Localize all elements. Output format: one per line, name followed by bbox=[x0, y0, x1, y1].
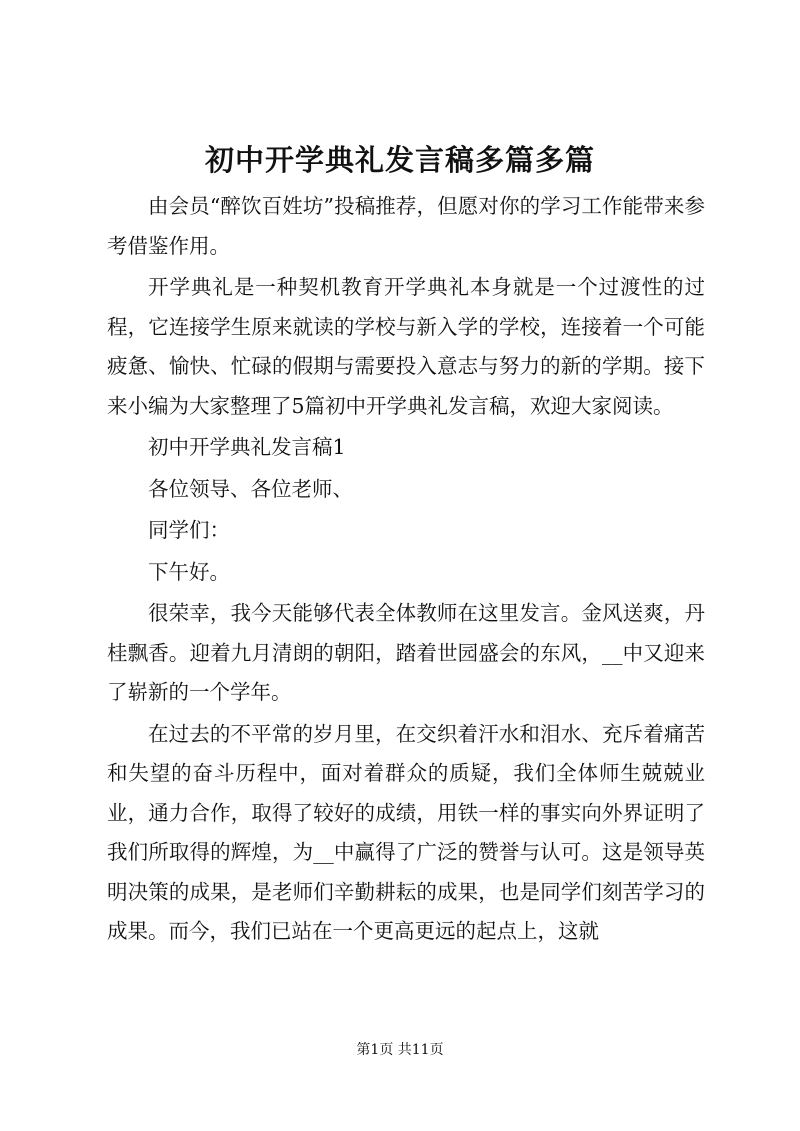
paragraph-salutation-leaders: 各位领导、各位老师、 bbox=[148, 476, 353, 501]
document-title: 初中开学典礼发言稿多篇多篇 bbox=[204, 143, 595, 177]
paragraph-greeting: 下午好。 bbox=[148, 559, 230, 584]
paragraph-intro: 由会员“醉饮百姓坊”投稿推荐，但愿对你的学习工作能带来参考借鉴作用。 bbox=[107, 194, 705, 258]
paragraph-opening: 很荣幸，我今天能够代表全体教师在这里发言。金风送爽，丹桂飘香。迎着九月清朗的朝阳，踏着世园盛会的东风，__中又迎来了崭新的一个学年。 bbox=[107, 601, 705, 704]
paragraph-salutation-students: 同学们： bbox=[148, 518, 230, 542]
paragraph-background: 开学典礼是一种契机教育开学典礼本身就是一个过渡性的过程，它连接学生原来就读的学校与新入学的学校，连接着一个可能疲惫、愉快、忙碌的假期与需要投入意志与努力的新的学期。接下来小编为大家整理了5篇初中开学典礼发言稿，欢迎大家阅读。 bbox=[107, 275, 705, 418]
document-body bbox=[107, 187, 705, 954]
paragraph-speech-heading: 初中开学典礼发言稿1 bbox=[148, 435, 346, 459]
paragraph-past-achievements: 在过去的不平常的岁月里，在交织着汗水和泪水、充斥着痛苦和失望的奋斗历程中，面对着群众的质疑，我们全体师生兢兢业业，通力合作，取得了较好的成绩，用铁一样的事实向外界证明了我们所取得的辉煌，为__中赢得了广泛的赞誉与认可。这是领导英明决策的成果，是老师们辛勤耕耘的成果，也是同学们刻苦学习的成果。而今，我们已站在一个更高更远的起点上，这就 bbox=[107, 721, 705, 943]
page-number-footer: 第1页 共11页 bbox=[356, 1042, 444, 1058]
